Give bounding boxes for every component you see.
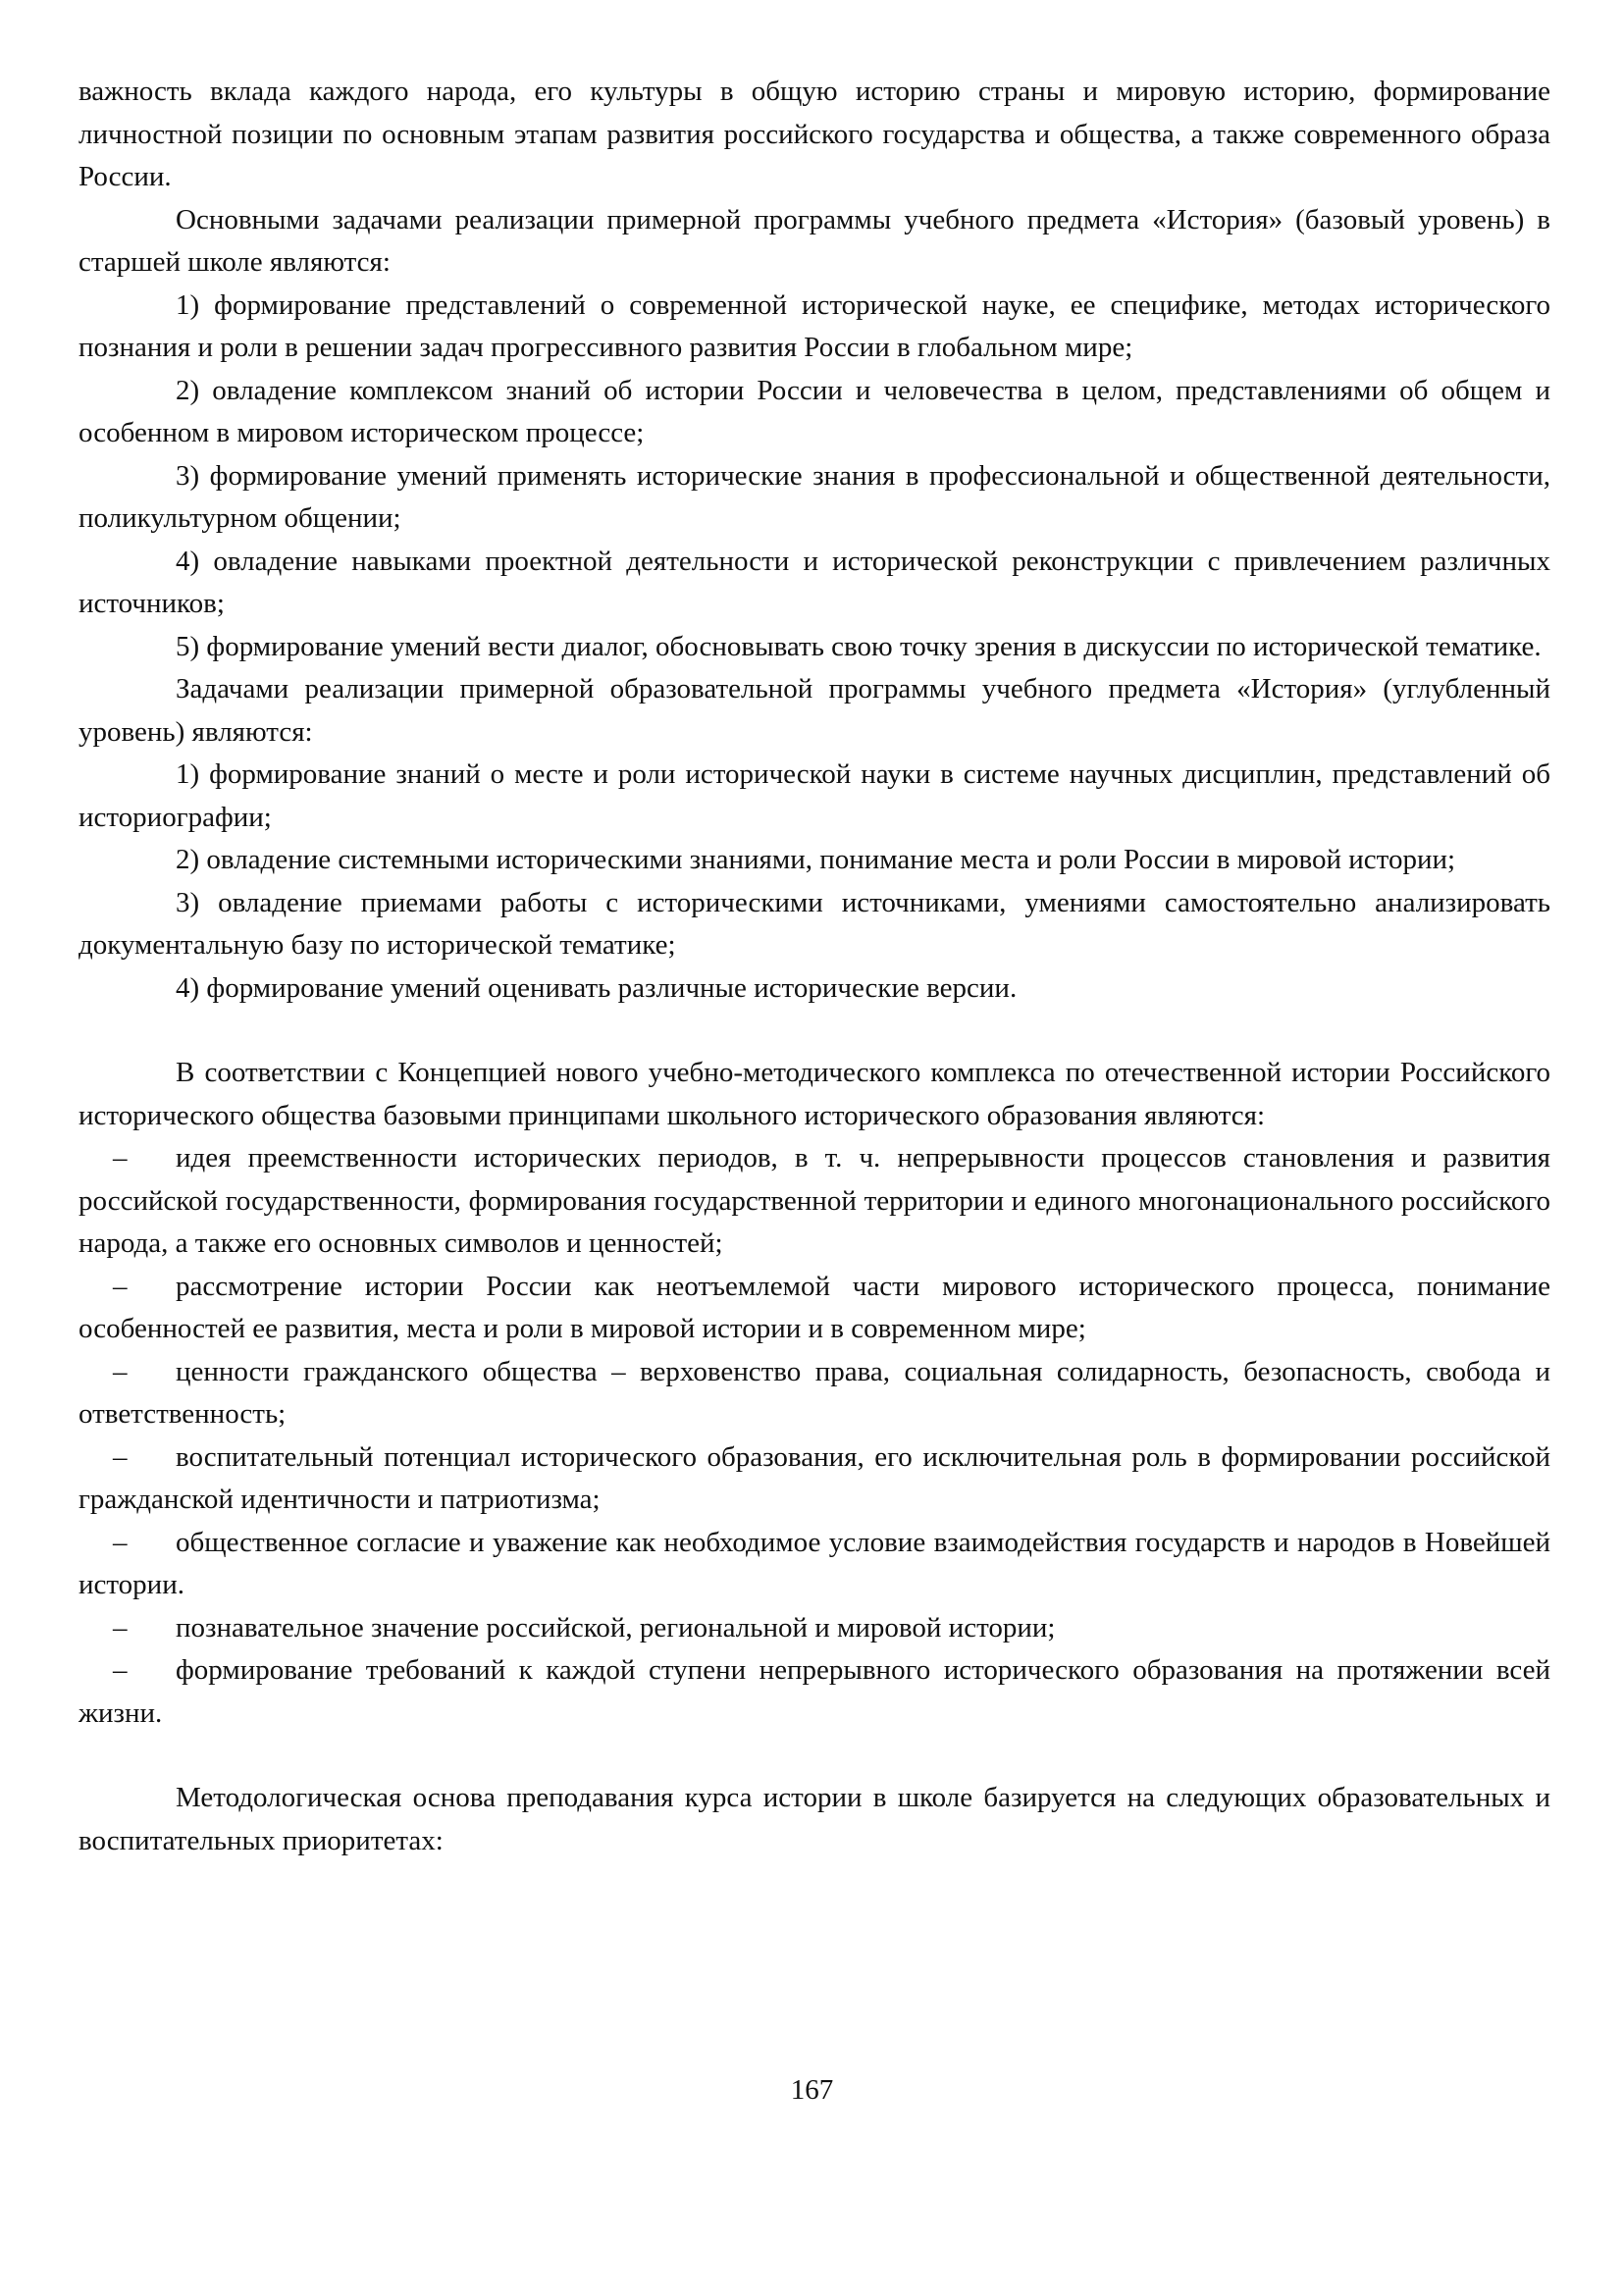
paragraph-continuation: важность вклада каждого народа, его культуры в общую историю страны и мировую историю, формирование личностной позиции по основным этапам развития российского государства и общества, а также современного образа России. [79,76,1550,192]
principle-text: формирование требований к каждой ступени непрерывного исторического образования на протяжении всей жизни. [79,1654,1550,1729]
principle-item-6 [79,1607,1550,1650]
principle-text: рассмотрение истории России как неотъемлемой части мирового исторического процесса, понимание особенностей ее развития, места и роли в мировой истории и в современном мире; [79,1270,1550,1344]
paragraph-methodology: Методологическая основа преподавания курса истории в школе базируется на следующих образовательных и воспитательных приоритетах: [79,1782,1550,1856]
basic-task-item-1: 1) формирование представлений о современной исторической науке, ее специфике, методах исторического познания и роли в решении задач прогрессивного развития России в глобальном мире; [79,288,1550,363]
principle-item-2 [79,1266,1550,1351]
principle-text: общественное согласие и уважение как необходимое условие взаимодействия государств и народов в Новейшей истории. [79,1526,1550,1600]
dash-bullet: – [113,1440,128,1473]
basic-task-item-5: 5) формирование умений вести диалог, обосновывать свою точку зрения в дискуссии по исторической тематике. [176,630,1542,662]
principle-item-3 [79,1351,1550,1436]
advanced-task-item-2: 2) овладение системными историческими знаниями, понимание места и роли России в мировой истории; [176,844,1456,875]
document-body [79,71,1550,1862]
basic-task-item-3: 3) формирование умений применять исторические знания в профессиональной и общественной деятельности, поликультурном общении; [79,459,1550,534]
principle-text: воспитательный потенциал исторического образования, его исключительная роль в формировании российской гражданской идентичности и патриотизма; [79,1440,1550,1515]
advanced-task-item-4: 4) формирование умений оценивать различные исторические версии. [176,971,1018,1004]
basic-task-item-4: 4) овладение навыками проектной деятельности и исторической реконструкции с привлечением различных источников; [79,545,1550,619]
principle-item-7 [79,1649,1550,1735]
dash-bullet: – [113,1142,128,1174]
dash-bullet: – [113,1526,128,1558]
basic-task-item-2: 2) овладение комплексом знаний об истории России и человечества в целом, представлениями об общем и особенном в мировом историческом процессе; [79,374,1550,448]
principle-item-5 [79,1522,1550,1607]
paragraph-basic-tasks-intro: Основными задачами реализации примерной программы учебного предмета «История» (базовый уровень) в старшей школе являются: [79,203,1550,278]
paragraph-principles-intro: В соответствии с Концепцией нового учебно-методического комплекса по отечественной истории Российского исторического общества базовыми принципами школьного исторического образования являются: [79,1057,1550,1131]
dash-bullet: – [113,1654,128,1686]
principle-text: познавательное значение российской, региональной и мировой истории; [176,1611,1056,1643]
dash-bullet: – [113,1355,128,1387]
dash-bullet: – [113,1611,128,1643]
page-number: 167 [790,2074,834,2106]
paragraph-spacer [79,1010,1550,1052]
principle-text: идея преемственности исторических периодов, в т. ч. непрерывности процессов становления и развития российской государственности, формирования государственной территории и единого многонационального российского народа, а также его основных символов и ценностей; [79,1142,1550,1259]
advanced-task-item-1: 1) формирование знаний о месте и роли исторической науки в системе научных дисциплин, представлений об историографии; [79,758,1550,833]
advanced-task-item-3: 3) овладение приемами работы с историческими источниками, умениями самостоятельно анализировать документальную базу по исторической тематике; [79,886,1550,961]
paragraph-advanced-tasks-intro: Задачами реализации примерной образовательной программы учебного предмета «История» (углубленный уровень) являются: [79,673,1550,748]
principle-item-1 [79,1137,1550,1266]
principle-item-4 [79,1436,1550,1522]
dash-bullet: – [113,1270,128,1302]
paragraph-spacer [79,1735,1550,1777]
principle-text: ценности гражданского общества – верховенство права, социальная солидарность, безопасность, свобода и ответственность; [79,1355,1550,1430]
